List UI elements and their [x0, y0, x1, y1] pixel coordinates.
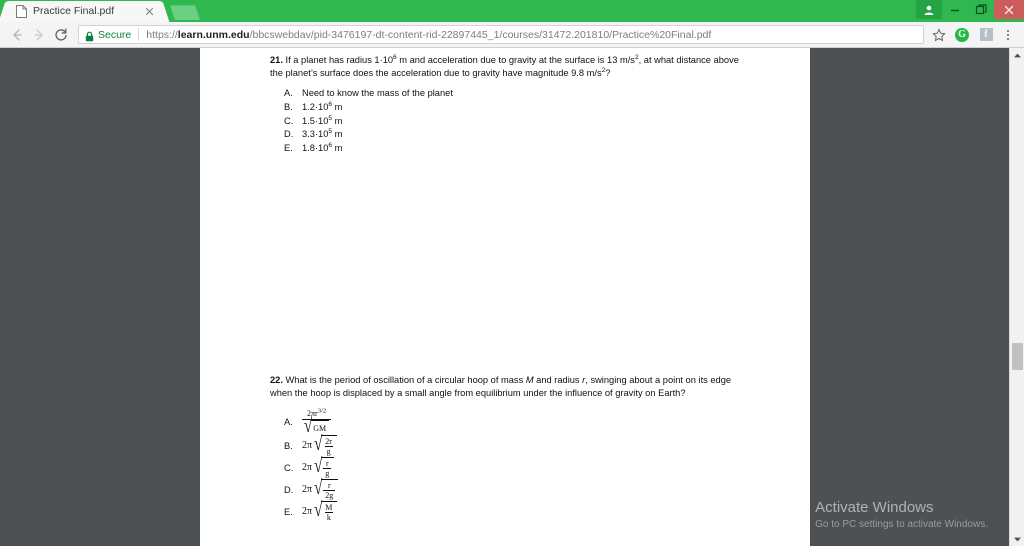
question-21-choices — [200, 87, 810, 155]
choice-exponent: 5 — [328, 128, 333, 136]
window-controls — [916, 0, 1024, 19]
formula-prefix: 2π — [302, 506, 313, 518]
question-22-text — [200, 374, 810, 400]
choice-e — [284, 501, 810, 523]
formula-prefix: 2π — [302, 462, 313, 474]
radicand — [321, 435, 337, 456]
lock-icon — [85, 29, 94, 40]
question-22-choices — [200, 409, 810, 522]
menu-dot — [1007, 38, 1009, 40]
choice-label: A. — [284, 88, 293, 99]
vertical-scrollbar[interactable] — [1009, 48, 1024, 546]
menu-dot — [1007, 34, 1009, 36]
fraction-numerator: r — [327, 480, 331, 490]
choice-label: B. — [284, 440, 293, 451]
tab-practice-final-pdf[interactable] — [8, 1, 160, 22]
radicand — [321, 479, 338, 500]
url-scheme: https:// — [146, 28, 178, 41]
choice-unit: m — [332, 129, 343, 140]
choice-text: Need to know the mass of the planet — [302, 88, 453, 99]
choice-mantissa: 1.8·10 — [302, 142, 329, 153]
radicand: GM — [311, 420, 329, 435]
tab-strip — [0, 0, 1024, 22]
question-22-var-r: r — [582, 375, 586, 385]
radical-sign: √ — [304, 415, 313, 438]
question-21-line1a: If a planet has radius 1·10 — [285, 55, 394, 65]
radical-sign: √ — [314, 500, 323, 522]
question-22-line1b: and radius — [533, 375, 583, 385]
fraction-denominator: k — [326, 513, 331, 523]
chrome-menu-button[interactable] — [998, 24, 1018, 46]
bookmark-star-icon[interactable] — [928, 28, 950, 42]
square-root — [314, 501, 337, 522]
choice-mantissa: 3.3·10 — [302, 129, 329, 140]
choice-e — [284, 142, 810, 156]
question-22-number: 22. — [270, 375, 283, 385]
fraction-numerator: r — [325, 458, 329, 468]
choice-a — [284, 87, 810, 101]
choice-b — [284, 435, 810, 457]
question-21-line1b: m and acceleration due to gravity at the surface is 13 m/s — [396, 55, 635, 65]
extension-glyph: f — [980, 28, 993, 41]
question-21-line2a: distance above the planet’s surface does the acceleration due to gravity have magnitude 9.8 m/s — [270, 55, 739, 79]
choice-formula — [302, 501, 337, 522]
url-path: /bbcswebdav/pid-3476197-dt-content-rid-22897445_1/courses/31472.201810/Practice%20Final.pdf — [249, 28, 712, 41]
choice-label: D. — [284, 484, 294, 495]
question-21-text — [200, 54, 810, 80]
choice-d — [284, 128, 810, 142]
grammarly-extension-icon[interactable] — [950, 24, 974, 46]
question-21-line1c: , at what — [638, 55, 674, 65]
choice-unit: m — [332, 142, 343, 153]
choice-text — [302, 128, 810, 142]
fraction — [323, 481, 335, 500]
choice-mantissa: 1.5·10 — [302, 115, 329, 126]
fraction-numerator: M — [325, 502, 333, 512]
question-22-line3: Earth? — [658, 388, 686, 399]
question-22-var-M: M — [525, 375, 534, 385]
choice-label: A. — [284, 417, 293, 427]
fraction — [323, 503, 334, 522]
facebook-extension-icon[interactable] — [974, 24, 998, 46]
reload-button[interactable] — [50, 24, 72, 46]
menu-dot — [1007, 30, 1009, 32]
windows-activation-watermark — [815, 498, 988, 532]
tab-title: Practice Final.pdf — [33, 5, 115, 17]
back-button[interactable] — [6, 24, 28, 46]
question-22-line1a: What is the period of oscillation of a circular hoop of mass — [285, 375, 526, 385]
tab-close-icon[interactable] — [143, 5, 156, 18]
pdf-page — [200, 48, 810, 546]
choice-exponent: 6 — [328, 141, 333, 149]
watermark-subtitle: Go to PC settings to activate Windows. — [815, 519, 988, 530]
user-avatar-icon[interactable] — [916, 0, 942, 19]
maximize-restore-button[interactable] — [968, 0, 994, 19]
forward-button[interactable] — [28, 24, 50, 46]
fraction-denominator: g — [326, 447, 331, 457]
question-22 — [200, 374, 810, 523]
choice-text — [302, 142, 810, 156]
choice-b — [284, 101, 810, 115]
numerator-exponent: 3/2 — [317, 407, 327, 415]
choice-exponent: 6 — [328, 100, 333, 108]
pdf-page-content — [200, 48, 810, 546]
choice-label: E. — [284, 142, 293, 153]
radicand — [321, 457, 334, 478]
formula-prefix: 2π — [302, 484, 313, 496]
pdf-viewer — [0, 48, 1024, 546]
numerator-base: 2πr — [306, 409, 318, 419]
choice-mantissa: 1.2·10 — [302, 102, 329, 112]
radicand — [321, 501, 337, 522]
fraction-denominator: g — [325, 469, 330, 479]
question-21-exp2: 2 — [634, 53, 639, 61]
question-21-exp3: 2 — [601, 67, 606, 75]
fraction — [323, 459, 331, 478]
fraction-numerator: 2r — [325, 436, 332, 446]
question-21-number: 21. — [270, 55, 283, 65]
browser-toolbar — [0, 22, 1024, 48]
scroll-up-arrow-icon[interactable] — [1010, 48, 1024, 62]
choice-label: C. — [284, 462, 294, 473]
choice-label: E. — [284, 506, 293, 517]
choice-d — [284, 479, 810, 501]
minimize-button[interactable] — [942, 0, 968, 19]
omnibox-divider — [138, 28, 139, 41]
question-21-line2b: ? — [605, 68, 611, 79]
choice-unit: m — [332, 102, 343, 112]
url-domain: learn.unm.edu — [177, 28, 250, 41]
secure-label: Secure — [98, 28, 132, 41]
fraction-denominator: 2g — [325, 491, 334, 501]
choice-c — [284, 115, 810, 129]
question-22-line2: its edge when the hoop is displaced by a small angle from equilibrium under the influence of gravity on — [270, 375, 732, 399]
choice-text — [302, 115, 810, 129]
close-window-button[interactable] — [994, 0, 1024, 19]
question-21 — [200, 54, 810, 155]
choice-exponent: 5 — [328, 114, 333, 122]
radical-sign: √ — [314, 478, 323, 500]
fraction — [323, 437, 334, 456]
new-tab-button[interactable] — [170, 5, 201, 20]
scrollbar-thumb[interactable] — [1012, 343, 1023, 370]
url-text — [146, 29, 917, 41]
choice-a — [284, 407, 810, 438]
scroll-down-arrow-icon[interactable] — [1010, 532, 1024, 546]
choice-label: C. — [284, 115, 294, 126]
extension-glyph: G — [955, 28, 969, 42]
question-22-line1c: , swinging about a point on — [585, 375, 696, 385]
formula-prefix: 2π — [302, 440, 313, 452]
question-21-exp1: 6 — [393, 53, 397, 61]
radical-sign: √ — [314, 434, 323, 456]
choice-label: D. — [284, 129, 294, 140]
choice-text — [302, 101, 810, 115]
choice-unit: m — [332, 115, 343, 126]
pdf-document-icon — [16, 5, 27, 18]
watermark-title: Activate Windows — [815, 499, 934, 516]
choice-c — [284, 457, 810, 479]
radical-sign: √ — [314, 456, 323, 478]
address-bar[interactable] — [78, 25, 924, 44]
choice-label: B. — [284, 102, 293, 112]
